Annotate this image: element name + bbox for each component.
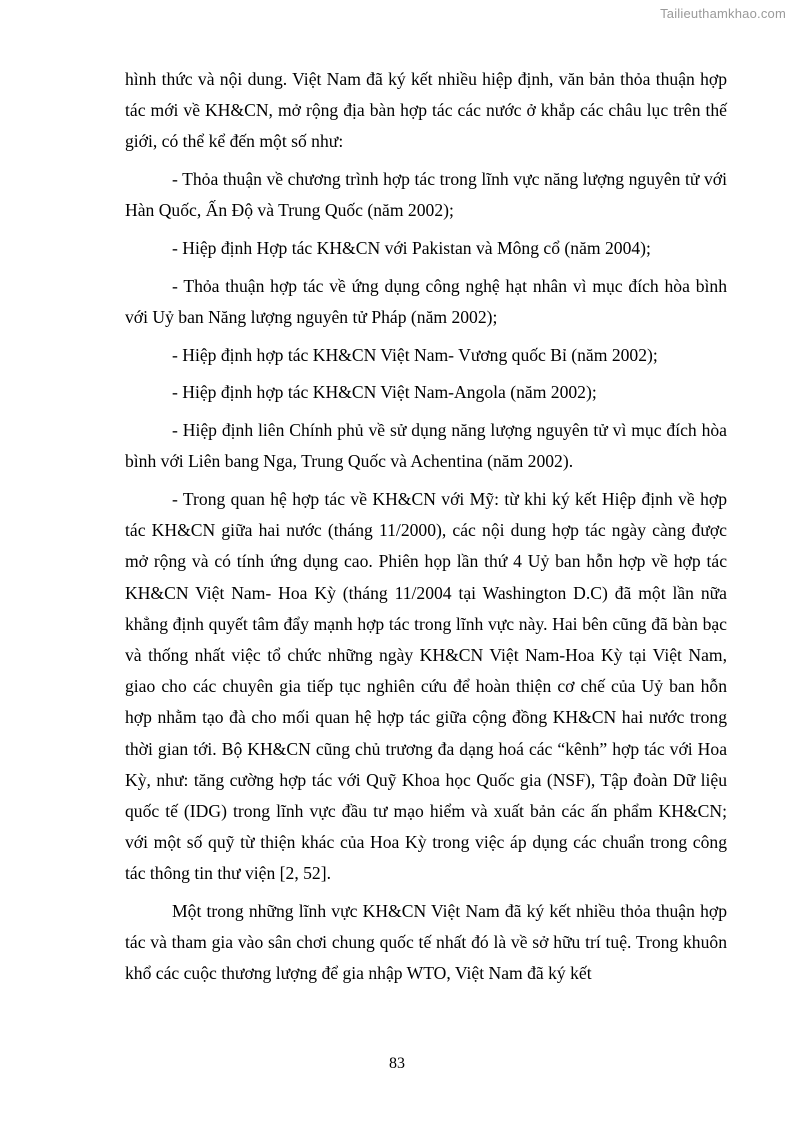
list-item-belgium: - Hiệp định hợp tác KH&CN Việt Nam- Vương quốc Bỉ (năm 2002); — [172, 344, 658, 365]
list-item-pakistan-mongolia: - Hiệp định Hợp tác KH&CN với Pakistan và Mông cổ (năm 2004); — [172, 238, 651, 259]
list-item-france-nuclear: - Thỏa thuận hợp tác về ứng dụng công nghệ hạt nhân vì mục đích hòa bình với Uỷ ban Năng lượng nguyên tử Pháp (năm 2002); — [125, 275, 727, 327]
list-item-russia-china-argentina: - Hiệp định liên Chính phủ về sử dụng năng lượng nguyên tử vì mục đích hòa bình với Liên bang Nga, Trung Quốc và Achentina (năm 2002). — [125, 420, 727, 472]
paragraph-intellectual-property: Một trong những lĩnh vực KH&CN Việt Nam đã ký kết nhiều thỏa thuận hợp tác và tham gia vào sân chơi chung quốc tế nhất đó là về sở hữu trí tuệ. Trong khuôn khổ các cuộc thương lượng để gia nhập WTO, Việt Nam đã ký kết — [125, 901, 727, 984]
watermark-text: Tailieuthamkhao.com — [660, 6, 786, 21]
list-item-angola: - Hiệp định hợp tác KH&CN Việt Nam-Angola (năm 2002); — [172, 382, 597, 403]
paragraph-intro: hình thức và nội dung. Việt Nam đã ký kết nhiều hiệp định, văn bản thỏa thuận hợp tác mới về KH&CN, mở rộng địa bàn hợp tác các nước ở khắp các châu lục trên thế giới, có thể kể đến một số như: — [125, 69, 727, 152]
list-item-usa: - Trong quan hệ hợp tác về KH&CN với Mỹ: từ khi ký kết Hiệp định về hợp tác KH&CN giữa hai nước (tháng 11/2000), các nội dung hợp tác ngày càng được mở rộng và có tính ứng dụng cao. Phiên họp lần thứ 4 Uỷ ban hỗn hợp về hợp tác KH&CN Việt Nam- Hoa Kỳ (tháng 11/2004 tại Washington D.C) đã một lần nữa khẳng định quyết tâm đẩy mạnh hợp tác trong lĩnh vực này. Hai bên cũng đã bàn bạc và thống nhất việc tổ chức những ngày KH&CN Việt Nam-Hoa Kỳ tại Việt Nam, giao cho các chuyên gia tiếp tục nghiên cứu để hoàn thiện cơ chế của Uỷ ban hỗn hợp nhằm tạo đà cho mối quan hệ hợp tác giữa cộng đồng KH&CN hai nước trong thời gian tới. Bộ KH&CN cũng chủ trương đa dạng hoá các “kênh” hợp tác với Hoa Kỳ, như: tăng cường hợp tác với Quỹ Khoa học Quốc gia (NSF), Tập đoàn Dữ liệu quốc tế (IDG) trong lĩnh vực đầu tư mạo hiểm và xuất bản các ấn phẩm KH&CN; với một số quỹ từ thiện khác của Hoa Kỳ trong việc áp dụng các chuẩn trong công tác thông tin thư viện [2, 52]. — [125, 488, 727, 884]
document-body — [125, 64, 727, 996]
page-number: 83 — [389, 1055, 405, 1072]
list-item-nuclear-korea-india-china: - Thỏa thuận về chương trình hợp tác trong lĩnh vực năng lượng nguyên tử với Hàn Quốc, Ấn Độ và Trung Quốc (năm 2002); — [125, 169, 727, 221]
